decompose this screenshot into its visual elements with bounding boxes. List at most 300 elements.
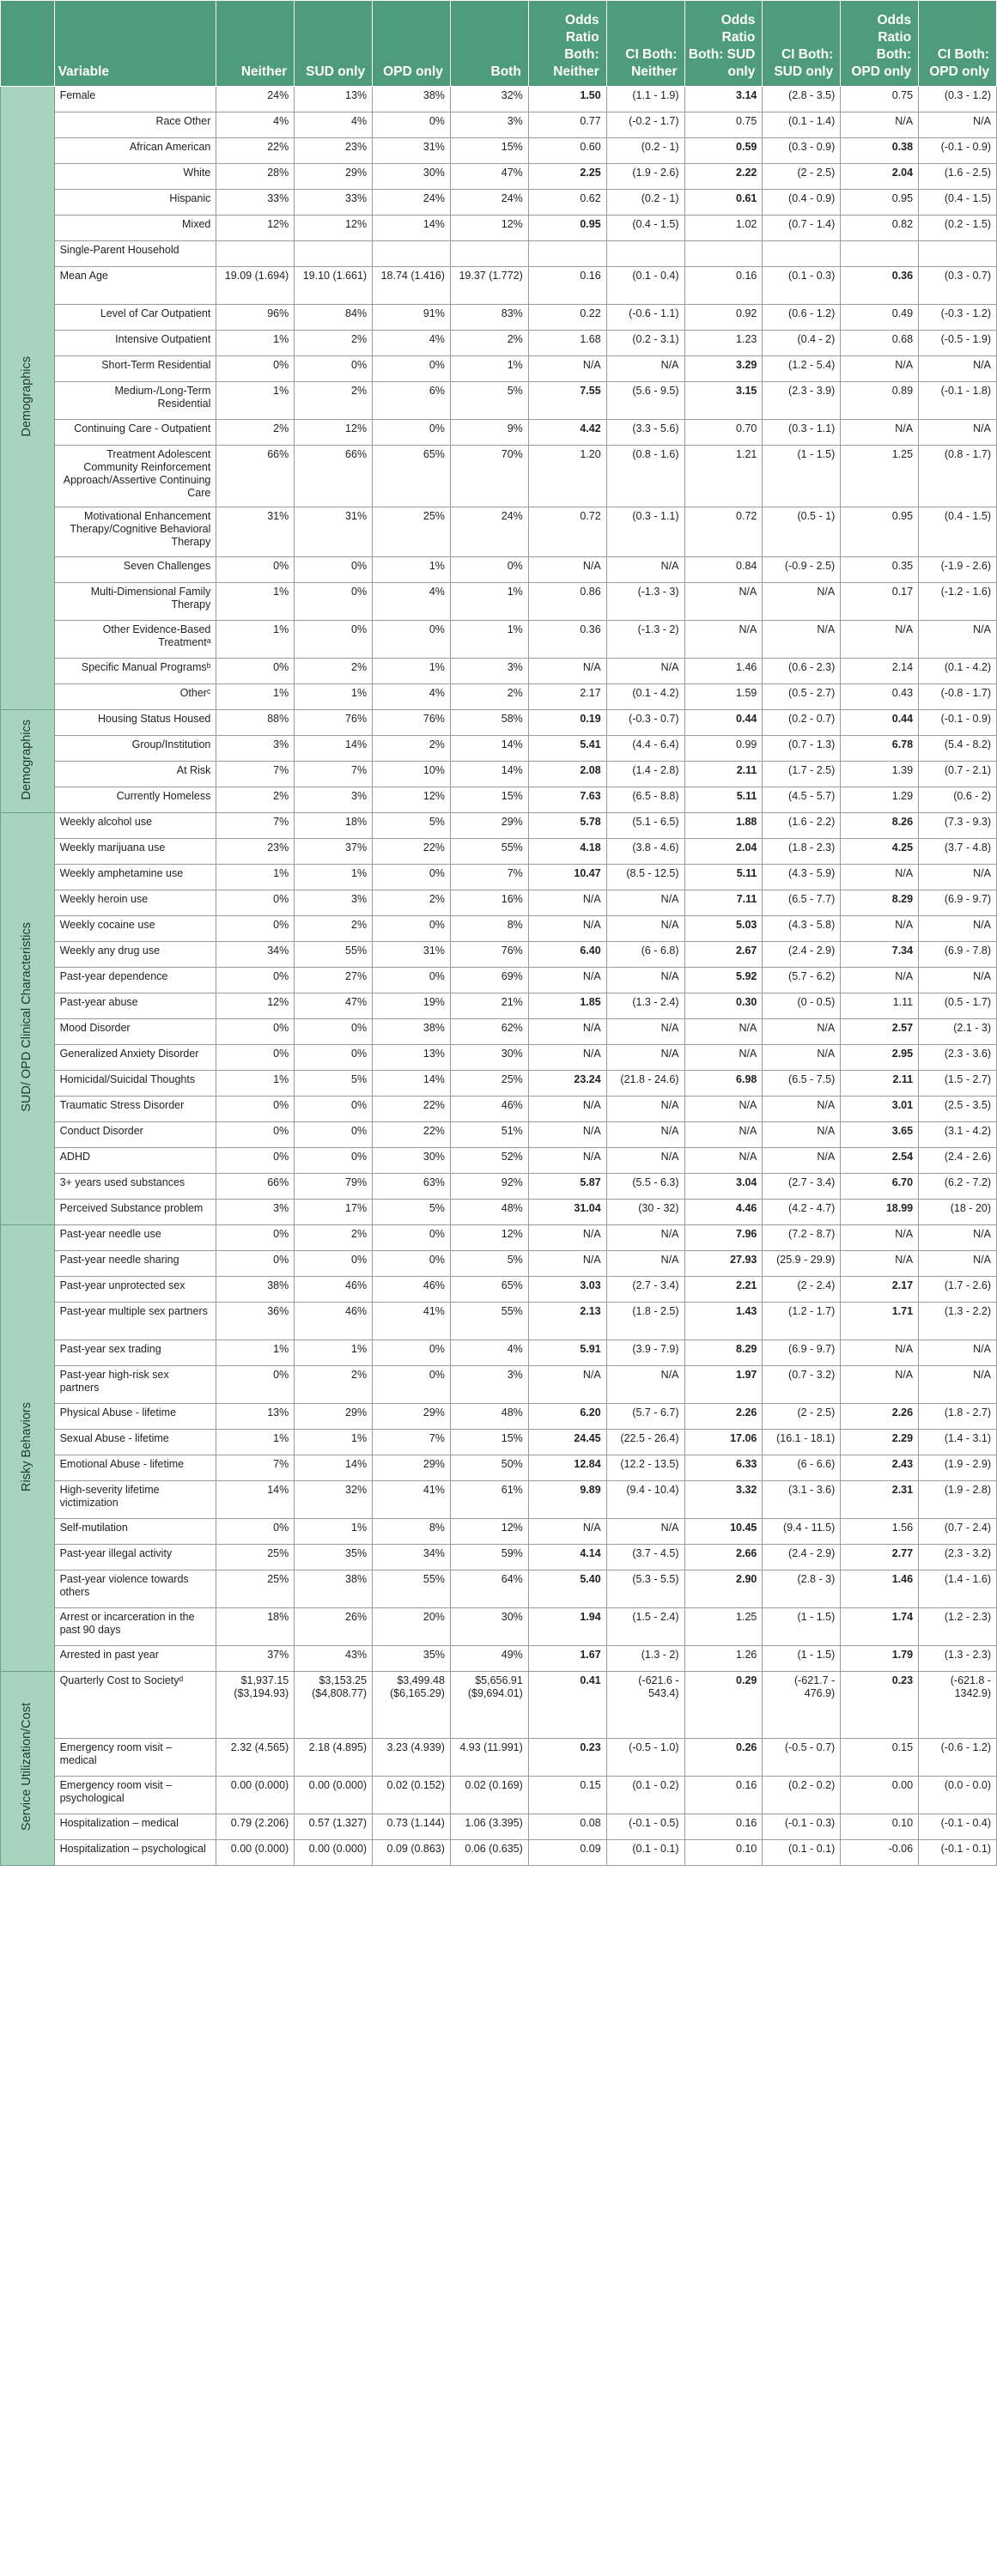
value-cell: N/A <box>919 356 997 382</box>
value-cell: 84% <box>295 305 373 331</box>
value-cell: 18.74 (1.416) <box>373 267 451 305</box>
variable-cell: Generalized Anxiety Disorder <box>54 1045 216 1071</box>
value-cell: 0% <box>216 1251 295 1277</box>
value-cell: (2.5 - 3.5) <box>919 1097 997 1122</box>
value-cell: 12% <box>450 216 528 241</box>
value-cell: 0.10 <box>684 1840 763 1866</box>
value-cell: 7% <box>373 1430 451 1455</box>
value-cell: 0.22 <box>528 305 606 331</box>
value-cell: 2.11 <box>841 1071 919 1097</box>
value-cell: 1% <box>450 621 528 659</box>
value-cell: (0.4 - 1.5) <box>606 216 684 241</box>
value-cell: 1.43 <box>684 1303 763 1340</box>
value-cell: 28% <box>216 164 295 190</box>
value-cell: (-0.1 - 0.9) <box>919 138 997 164</box>
value-cell: N/A <box>528 1045 606 1071</box>
value-cell: 0.15 <box>528 1777 606 1814</box>
value-cell: (-0.3 - 1.2) <box>919 305 997 331</box>
value-cell: (5.1 - 6.5) <box>606 813 684 839</box>
value-cell: 0% <box>216 1366 295 1404</box>
value-cell: 0.16 <box>528 267 606 305</box>
value-cell: 51% <box>450 1122 528 1148</box>
value-cell: (-0.5 - 1.0) <box>606 1739 684 1777</box>
value-cell: 3.01 <box>841 1097 919 1122</box>
value-cell: N/A <box>919 916 997 942</box>
variable-cell: Conduct Disorder <box>54 1122 216 1148</box>
value-cell: 2% <box>295 331 373 356</box>
value-cell: 2.25 <box>528 164 606 190</box>
value-cell: N/A <box>919 1251 997 1277</box>
value-cell: (0.3 - 1.2) <box>919 87 997 112</box>
value-cell: 0.16 <box>684 267 763 305</box>
table-row <box>1 1019 997 1045</box>
value-cell: 0.08 <box>528 1814 606 1840</box>
value-cell: (0.2 - 0.2) <box>763 1777 841 1814</box>
value-cell: (1.8 - 2.7) <box>919 1404 997 1430</box>
value-cell: 13% <box>373 1045 451 1071</box>
section-category <box>1 710 55 813</box>
value-cell: 9% <box>450 420 528 446</box>
value-cell: 58% <box>450 710 528 736</box>
table-row <box>1 446 997 507</box>
table-row <box>1 1340 997 1366</box>
value-cell: (0.1 - 1.4) <box>763 112 841 138</box>
value-cell: 4% <box>373 331 451 356</box>
value-cell: (1.6 - 2.5) <box>919 164 997 190</box>
value-cell: N/A <box>684 1097 763 1122</box>
value-cell: N/A <box>919 621 997 659</box>
value-cell: 5.41 <box>528 736 606 762</box>
value-cell: 4% <box>450 1340 528 1366</box>
value-cell: 0.00 <box>841 1777 919 1814</box>
value-cell: 1% <box>295 1519 373 1545</box>
value-cell: 69% <box>450 968 528 993</box>
variable-cell: Hospitalization – psychological <box>54 1840 216 1866</box>
variable-cell: Past-year illegal activity <box>54 1545 216 1571</box>
value-cell: -0.06 <box>841 1840 919 1866</box>
value-cell: 2.77 <box>841 1545 919 1571</box>
value-cell: N/A <box>763 1097 841 1122</box>
value-cell: 14% <box>450 736 528 762</box>
value-cell: 48% <box>450 1200 528 1225</box>
value-cell: 0% <box>295 583 373 621</box>
value-cell: (9.4 - 11.5) <box>763 1519 841 1545</box>
value-cell: 0.23 <box>528 1739 606 1777</box>
value-cell <box>373 241 451 267</box>
value-cell: (-0.5 - 1.9) <box>919 331 997 356</box>
value-cell: 50% <box>450 1455 528 1481</box>
value-cell: (-621.8 - 1342.9) <box>919 1672 997 1739</box>
variable-cell: Hospitalization – medical <box>54 1814 216 1840</box>
table-row <box>1 583 997 621</box>
value-cell: (9.4 - 10.4) <box>606 1481 684 1519</box>
header-variable: Variable <box>54 1 216 87</box>
value-cell: N/A <box>763 1019 841 1045</box>
value-cell: 0.10 <box>841 1814 919 1840</box>
value-cell: 19.10 (1.661) <box>295 267 373 305</box>
value-cell: 23.24 <box>528 1071 606 1097</box>
value-cell: 47% <box>295 993 373 1019</box>
value-cell: (0.3 - 1.1) <box>606 507 684 557</box>
value-cell: 66% <box>216 1174 295 1200</box>
value-cell: 15% <box>450 138 528 164</box>
table-row <box>1 164 997 190</box>
value-cell: 2.57 <box>841 1019 919 1045</box>
section-category-label: SUD/ OPD Clinical Characteristics <box>20 922 34 1112</box>
value-cell: 91% <box>373 305 451 331</box>
value-cell: 1.06 (3.395) <box>450 1814 528 1840</box>
variable-cell: Race Other <box>54 112 216 138</box>
value-cell: N/A <box>528 1366 606 1404</box>
value-cell: 14% <box>216 1481 295 1519</box>
variable-cell: Past-year needle sharing <box>54 1251 216 1277</box>
table-row <box>1 420 997 446</box>
variable-cell: Weekly marijuana use <box>54 839 216 865</box>
value-cell: (4.3 - 5.9) <box>763 865 841 890</box>
variable-cell: Continuing Care - Outpatient <box>54 420 216 446</box>
value-cell: 0.16 <box>684 1814 763 1840</box>
value-cell: (-0.6 - 1.2) <box>919 1739 997 1777</box>
value-cell: 7% <box>450 865 528 890</box>
value-cell: (0.3 - 0.7) <box>919 267 997 305</box>
value-cell: (1.3 - 2) <box>606 1646 684 1672</box>
variable-cell: Past-year abuse <box>54 993 216 1019</box>
value-cell: (5.7 - 6.2) <box>763 968 841 993</box>
value-cell: (12.2 - 13.5) <box>606 1455 684 1481</box>
variable-cell: Weekly alcohol use <box>54 813 216 839</box>
value-cell: 6.98 <box>684 1071 763 1097</box>
value-cell: 2.11 <box>684 762 763 787</box>
value-cell: (2.3 - 3.2) <box>919 1545 997 1571</box>
variable-cell: Homicidal/Suicidal Thoughts <box>54 1071 216 1097</box>
value-cell: 23% <box>295 138 373 164</box>
value-cell: 0% <box>373 356 451 382</box>
value-cell: N/A <box>606 1148 684 1174</box>
value-cell: (-0.1 - 1.8) <box>919 382 997 420</box>
value-cell: $5,656.91 ($9,694.01) <box>450 1672 528 1739</box>
value-cell: 2% <box>373 890 451 916</box>
value-cell: (-1.3 - 2) <box>606 621 684 659</box>
value-cell: (5.5 - 6.3) <box>606 1174 684 1200</box>
value-cell: 3.32 <box>684 1481 763 1519</box>
value-cell: 0.30 <box>684 993 763 1019</box>
value-cell: N/A <box>528 659 606 684</box>
variable-cell: Short-Term Residential <box>54 356 216 382</box>
value-cell: 12% <box>450 1519 528 1545</box>
variable-cell: Mood Disorder <box>54 1019 216 1045</box>
table-row <box>1 916 997 942</box>
value-cell: (7.2 - 8.7) <box>763 1225 841 1251</box>
value-cell: (3.7 - 4.8) <box>919 839 997 865</box>
value-cell: 0% <box>450 557 528 583</box>
value-cell: 48% <box>450 1404 528 1430</box>
value-cell: 0% <box>373 1340 451 1366</box>
value-cell: (2.8 - 3) <box>763 1571 841 1608</box>
value-cell: (0.1 - 0.4) <box>606 267 684 305</box>
value-cell: 0.82 <box>841 216 919 241</box>
value-cell: N/A <box>528 968 606 993</box>
value-cell: 0% <box>295 1251 373 1277</box>
value-cell: N/A <box>919 1340 997 1366</box>
value-cell: (3.1 - 3.6) <box>763 1481 841 1519</box>
value-cell: 37% <box>295 839 373 865</box>
value-cell: 3% <box>216 736 295 762</box>
value-cell: 0% <box>295 356 373 382</box>
value-cell: 22% <box>373 839 451 865</box>
value-cell: N/A <box>684 1019 763 1045</box>
header-sud-only: SUD only <box>295 1 373 87</box>
value-cell: N/A <box>841 1366 919 1404</box>
value-cell: 0% <box>295 1097 373 1122</box>
header-category <box>1 1 55 87</box>
variable-cell: Quarterly Cost to Societyᵈ <box>54 1672 216 1739</box>
value-cell: 36% <box>216 1303 295 1340</box>
value-cell: 96% <box>216 305 295 331</box>
value-cell: 14% <box>295 1455 373 1481</box>
value-cell: 3.14 <box>684 87 763 112</box>
value-cell: 0.60 <box>528 138 606 164</box>
value-cell: N/A <box>763 1045 841 1071</box>
value-cell: 1% <box>295 865 373 890</box>
variable-cell: Past-year dependence <box>54 968 216 993</box>
value-cell: N/A <box>763 1122 841 1148</box>
value-cell: (2.4 - 2.9) <box>763 1545 841 1571</box>
variable-cell: Weekly heroin use <box>54 890 216 916</box>
value-cell: 0.86 <box>528 583 606 621</box>
value-cell: 1% <box>450 356 528 382</box>
value-cell: 1% <box>373 557 451 583</box>
section-category-label: Service Utilization/Cost <box>20 1702 34 1832</box>
variable-cell: Other Evidence-Based Treatmentᵃ <box>54 621 216 659</box>
value-cell: (0.2 - 1) <box>606 138 684 164</box>
value-cell: (1.3 - 2.3) <box>919 1646 997 1672</box>
value-cell: 0% <box>373 112 451 138</box>
value-cell: N/A <box>841 1251 919 1277</box>
value-cell: 47% <box>450 164 528 190</box>
value-cell: N/A <box>919 420 997 446</box>
value-cell: 1.85 <box>528 993 606 1019</box>
value-cell: 2% <box>216 787 295 813</box>
value-cell: 0.36 <box>528 621 606 659</box>
value-cell: 3% <box>450 659 528 684</box>
value-cell: N/A <box>919 1225 997 1251</box>
value-cell: 38% <box>373 87 451 112</box>
value-cell: (1 - 1.5) <box>763 446 841 507</box>
table-row <box>1 1814 997 1840</box>
value-cell: (6 - 6.6) <box>763 1455 841 1481</box>
table-row <box>1 305 997 331</box>
value-cell: 41% <box>373 1303 451 1340</box>
value-cell: 3% <box>216 1200 295 1225</box>
value-cell: 2.21 <box>684 1277 763 1303</box>
value-cell: N/A <box>841 865 919 890</box>
value-cell: N/A <box>528 1097 606 1122</box>
value-cell: 76% <box>295 710 373 736</box>
value-cell: 14% <box>373 216 451 241</box>
value-cell: 0.49 <box>841 305 919 331</box>
variable-cell: Arrested in past year <box>54 1646 216 1672</box>
value-cell: 1.94 <box>528 1608 606 1646</box>
value-cell: (2.3 - 3.9) <box>763 382 841 420</box>
value-cell: (1.8 - 2.3) <box>763 839 841 865</box>
value-cell: 1.50 <box>528 87 606 112</box>
value-cell: (2 - 2.4) <box>763 1277 841 1303</box>
value-cell: 0% <box>373 1225 451 1251</box>
value-cell: (0.4 - 0.9) <box>763 190 841 216</box>
value-cell: 8.29 <box>841 890 919 916</box>
table-row <box>1 1545 997 1571</box>
table-row <box>1 382 997 420</box>
variable-cell: Traumatic Stress Disorder <box>54 1097 216 1122</box>
value-cell: 1% <box>295 684 373 710</box>
table-row <box>1 356 997 382</box>
variable-cell: Group/Institution <box>54 736 216 762</box>
value-cell: 18% <box>295 813 373 839</box>
table-row <box>1 1303 997 1340</box>
value-cell: 32% <box>450 87 528 112</box>
value-cell: 14% <box>450 762 528 787</box>
value-cell: 25% <box>450 1071 528 1097</box>
value-cell: 3% <box>450 112 528 138</box>
variable-cell: Past-year high-risk sex partners <box>54 1366 216 1404</box>
value-cell: 4.18 <box>528 839 606 865</box>
value-cell: 2.67 <box>684 942 763 968</box>
value-cell: 1.67 <box>528 1646 606 1672</box>
value-cell: 6.33 <box>684 1455 763 1481</box>
variable-cell: High-severity lifetime victimization <box>54 1481 216 1519</box>
value-cell: 6.70 <box>841 1174 919 1200</box>
value-cell: $3,153.25 ($4,808.77) <box>295 1672 373 1739</box>
value-cell: 2.17 <box>841 1277 919 1303</box>
value-cell: 15% <box>450 787 528 813</box>
value-cell: 16% <box>450 890 528 916</box>
value-cell: 22% <box>373 1122 451 1148</box>
value-cell <box>528 241 606 267</box>
header-both: Both <box>450 1 528 87</box>
variable-cell: Single-Parent Household <box>54 241 216 267</box>
value-cell: (-0.3 - 0.7) <box>606 710 684 736</box>
value-cell: 2.43 <box>841 1455 919 1481</box>
value-cell: 0% <box>373 916 451 942</box>
variable-cell: Motivational Enhancement Therapy/Cognitive Behavioral Therapy <box>54 507 216 557</box>
value-cell: (6 - 6.8) <box>606 942 684 968</box>
header-row <box>1 1 997 87</box>
value-cell: N/A <box>606 968 684 993</box>
value-cell: (1.5 - 2.7) <box>919 1071 997 1097</box>
value-cell: (4.2 - 4.7) <box>763 1200 841 1225</box>
value-cell: 1% <box>216 684 295 710</box>
value-cell: 92% <box>450 1174 528 1200</box>
variable-cell: ADHD <box>54 1148 216 1174</box>
variable-cell: Specific Manual Programsᵇ <box>54 659 216 684</box>
variable-cell: Weekly amphetamine use <box>54 865 216 890</box>
value-cell: N/A <box>763 621 841 659</box>
value-cell: 31% <box>373 138 451 164</box>
table-row <box>1 1097 997 1122</box>
value-cell: 29% <box>373 1455 451 1481</box>
value-cell: 34% <box>216 942 295 968</box>
value-cell: 1.21 <box>684 446 763 507</box>
value-cell: 4% <box>295 112 373 138</box>
header-or-both-sud: Odds Ratio Both: SUD only <box>684 1 763 87</box>
value-cell: N/A <box>606 1122 684 1148</box>
value-cell: 7% <box>216 813 295 839</box>
table-row <box>1 762 997 787</box>
value-cell: 0.09 <box>528 1840 606 1866</box>
value-cell: N/A <box>841 1225 919 1251</box>
value-cell: (1.9 - 2.9) <box>919 1455 997 1481</box>
value-cell: (0.1 - 0.1) <box>606 1840 684 1866</box>
value-cell: (1.4 - 1.6) <box>919 1571 997 1608</box>
value-cell: 0.95 <box>841 190 919 216</box>
variable-cell: Weekly cocaine use <box>54 916 216 942</box>
value-cell: 24% <box>373 190 451 216</box>
value-cell: 1% <box>216 583 295 621</box>
value-cell: 2.17 <box>528 684 606 710</box>
table-row <box>1 1646 997 1672</box>
value-cell: N/A <box>841 968 919 993</box>
value-cell: (1.3 - 2.4) <box>606 993 684 1019</box>
value-cell: 13% <box>216 1404 295 1430</box>
table-row <box>1 684 997 710</box>
value-cell: 0% <box>216 659 295 684</box>
value-cell: 18% <box>216 1608 295 1646</box>
value-cell: 66% <box>295 446 373 507</box>
value-cell: N/A <box>606 557 684 583</box>
value-cell: 24% <box>216 87 295 112</box>
value-cell: 12% <box>373 787 451 813</box>
value-cell: 0.79 (2.206) <box>216 1814 295 1840</box>
value-cell: 1% <box>216 331 295 356</box>
value-cell: N/A <box>684 621 763 659</box>
value-cell: 3% <box>295 890 373 916</box>
value-cell: 9.89 <box>528 1481 606 1519</box>
value-cell: 0.02 (0.152) <box>373 1777 451 1814</box>
value-cell: 5.87 <box>528 1174 606 1200</box>
value-cell: (0.5 - 1.7) <box>919 993 997 1019</box>
value-cell: 1.74 <box>841 1608 919 1646</box>
value-cell: 1% <box>373 659 451 684</box>
value-cell: N/A <box>528 1122 606 1148</box>
value-cell: 24.45 <box>528 1430 606 1455</box>
value-cell: (6.5 - 7.7) <box>763 890 841 916</box>
value-cell: 3.65 <box>841 1122 919 1148</box>
value-cell: (8.5 - 12.5) <box>606 865 684 890</box>
value-cell: 0.75 <box>684 112 763 138</box>
table-row <box>1 1777 997 1814</box>
value-cell: 0% <box>373 865 451 890</box>
value-cell: 22% <box>216 138 295 164</box>
value-cell: 0% <box>216 1097 295 1122</box>
value-cell: 4% <box>216 112 295 138</box>
value-cell: (4.3 - 5.8) <box>763 916 841 942</box>
value-cell: 0.02 (0.169) <box>450 1777 528 1814</box>
value-cell: N/A <box>606 916 684 942</box>
table-row <box>1 839 997 865</box>
value-cell: 0.70 <box>684 420 763 446</box>
value-cell: (1 - 1.5) <box>763 1646 841 1672</box>
value-cell: (-621.7 - 476.9) <box>763 1672 841 1739</box>
value-cell: 33% <box>216 190 295 216</box>
variable-cell: Sexual Abuse - lifetime <box>54 1430 216 1455</box>
value-cell: 46% <box>295 1303 373 1340</box>
value-cell: (6.5 - 7.5) <box>763 1071 841 1097</box>
value-cell: 25% <box>373 507 451 557</box>
table-row <box>1 557 997 583</box>
value-cell: 7.11 <box>684 890 763 916</box>
value-cell: 3.04 <box>684 1174 763 1200</box>
table-row <box>1 621 997 659</box>
